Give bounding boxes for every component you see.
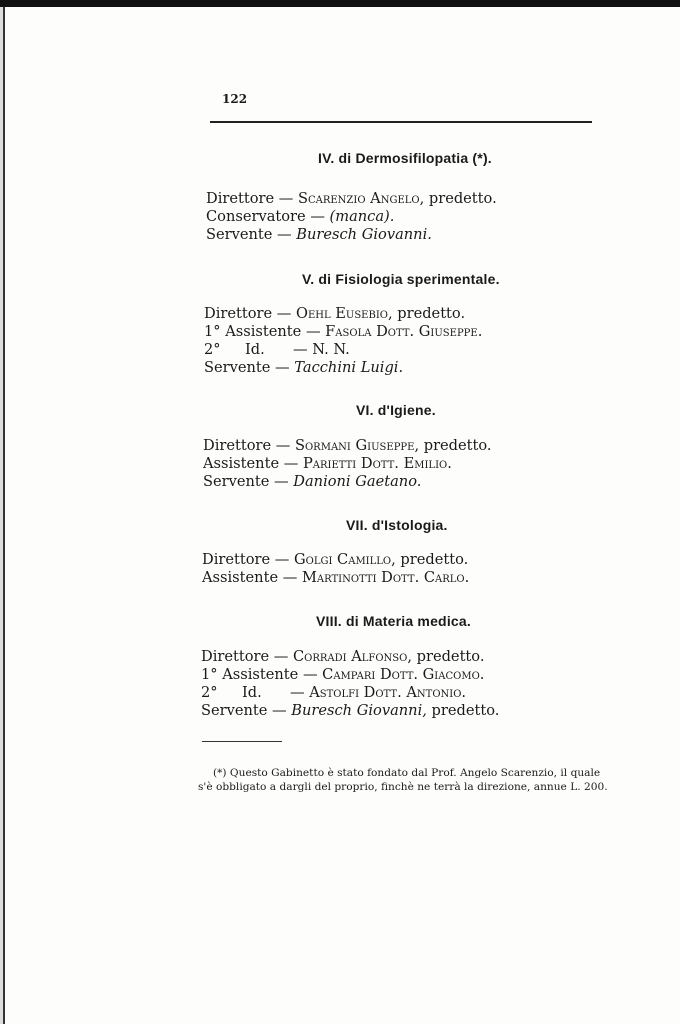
staff-row: Direttore — Corradi Alfonso, predetto. bbox=[201, 648, 485, 665]
scan-top-border bbox=[0, 0, 680, 7]
staff-name: Parietti Dott. Emilio. bbox=[302, 455, 452, 472]
section-heading: IV. di Dermosifilopatia (*). bbox=[318, 150, 492, 166]
page-number: 122 bbox=[222, 92, 248, 106]
staff-name: Tacchini Luigi. bbox=[294, 359, 404, 376]
staff-name: Martinotti Dott. Carlo. bbox=[301, 569, 470, 586]
staff-row: Servente — Buresch Giovanni. bbox=[206, 226, 432, 243]
section-heading: VII. d'Istologia. bbox=[346, 517, 448, 533]
staff-row: Direttore — Oehl Eusebio, predetto. bbox=[204, 305, 466, 322]
staff-name: Buresch Giovanni, bbox=[291, 702, 427, 719]
staff-name: Sormani Giuseppe bbox=[294, 437, 415, 454]
staff-name: Danioni Gaetano. bbox=[293, 473, 422, 490]
staff-row: Servente — Danioni Gaetano. bbox=[203, 473, 422, 490]
staff-name: Golgi Camillo bbox=[293, 551, 392, 568]
staff-name: (manca). bbox=[329, 208, 395, 225]
staff-row: 1° Assistente — Fasola Dott. Giuseppe. bbox=[204, 323, 483, 340]
footnote-rule bbox=[202, 741, 282, 742]
staff-row: Assistente — Martinotti Dott. Carlo. bbox=[202, 569, 470, 586]
staff-name: N. N. bbox=[312, 341, 350, 358]
staff-row: 1° Assistente — Campari Dott. Giacomo. bbox=[201, 666, 485, 683]
staff-row: Servente — Tacchini Luigi. bbox=[204, 359, 404, 376]
staff-row: Direttore — Scarenzio Angelo, predetto. bbox=[206, 190, 497, 207]
staff-name: Campari Dott. Giacomo. bbox=[322, 666, 485, 683]
staff-name: Oehl Eusebio bbox=[295, 305, 388, 322]
staff-name: Fasola Dott. Giuseppe. bbox=[325, 323, 483, 340]
section-heading: VI. d'Igiene. bbox=[356, 402, 436, 418]
staff-name: Astolfi Dott. Antonio. bbox=[309, 684, 467, 701]
header-rule bbox=[210, 121, 592, 123]
staff-row: 2° Id. — Astolfi Dott. Antonio. bbox=[201, 684, 467, 701]
staff-row: Conservatore — (manca). bbox=[206, 208, 395, 225]
section-heading: VIII. di Materia medica. bbox=[316, 613, 471, 629]
staff-name: Buresch Giovanni. bbox=[296, 226, 432, 243]
staff-row: Assistente — Parietti Dott. Emilio. bbox=[203, 455, 452, 472]
staff-row: Servente — Buresch Giovanni, predetto. bbox=[201, 702, 500, 719]
staff-name: Scarenzio Angelo bbox=[297, 190, 420, 207]
footnote-line: (*) Questo Gabinetto è stato fondato dal Prof. Angelo Scarenzio, il quale bbox=[213, 767, 601, 779]
staff-row: 2° Id. — N. N. bbox=[204, 341, 350, 358]
staff-name: Corradi Alfonso bbox=[292, 648, 408, 665]
section-heading: V. di Fisiologia sperimentale. bbox=[302, 271, 500, 287]
staff-row: Direttore — Golgi Camillo, predetto. bbox=[202, 551, 469, 568]
page-edge bbox=[3, 0, 5, 1024]
footnote-line: s'è obbligato a dargli del proprio, finchè ne terrà la direzione, annue L. 200. bbox=[198, 781, 608, 793]
staff-row: Direttore — Sormani Giuseppe, predetto. bbox=[203, 437, 492, 454]
